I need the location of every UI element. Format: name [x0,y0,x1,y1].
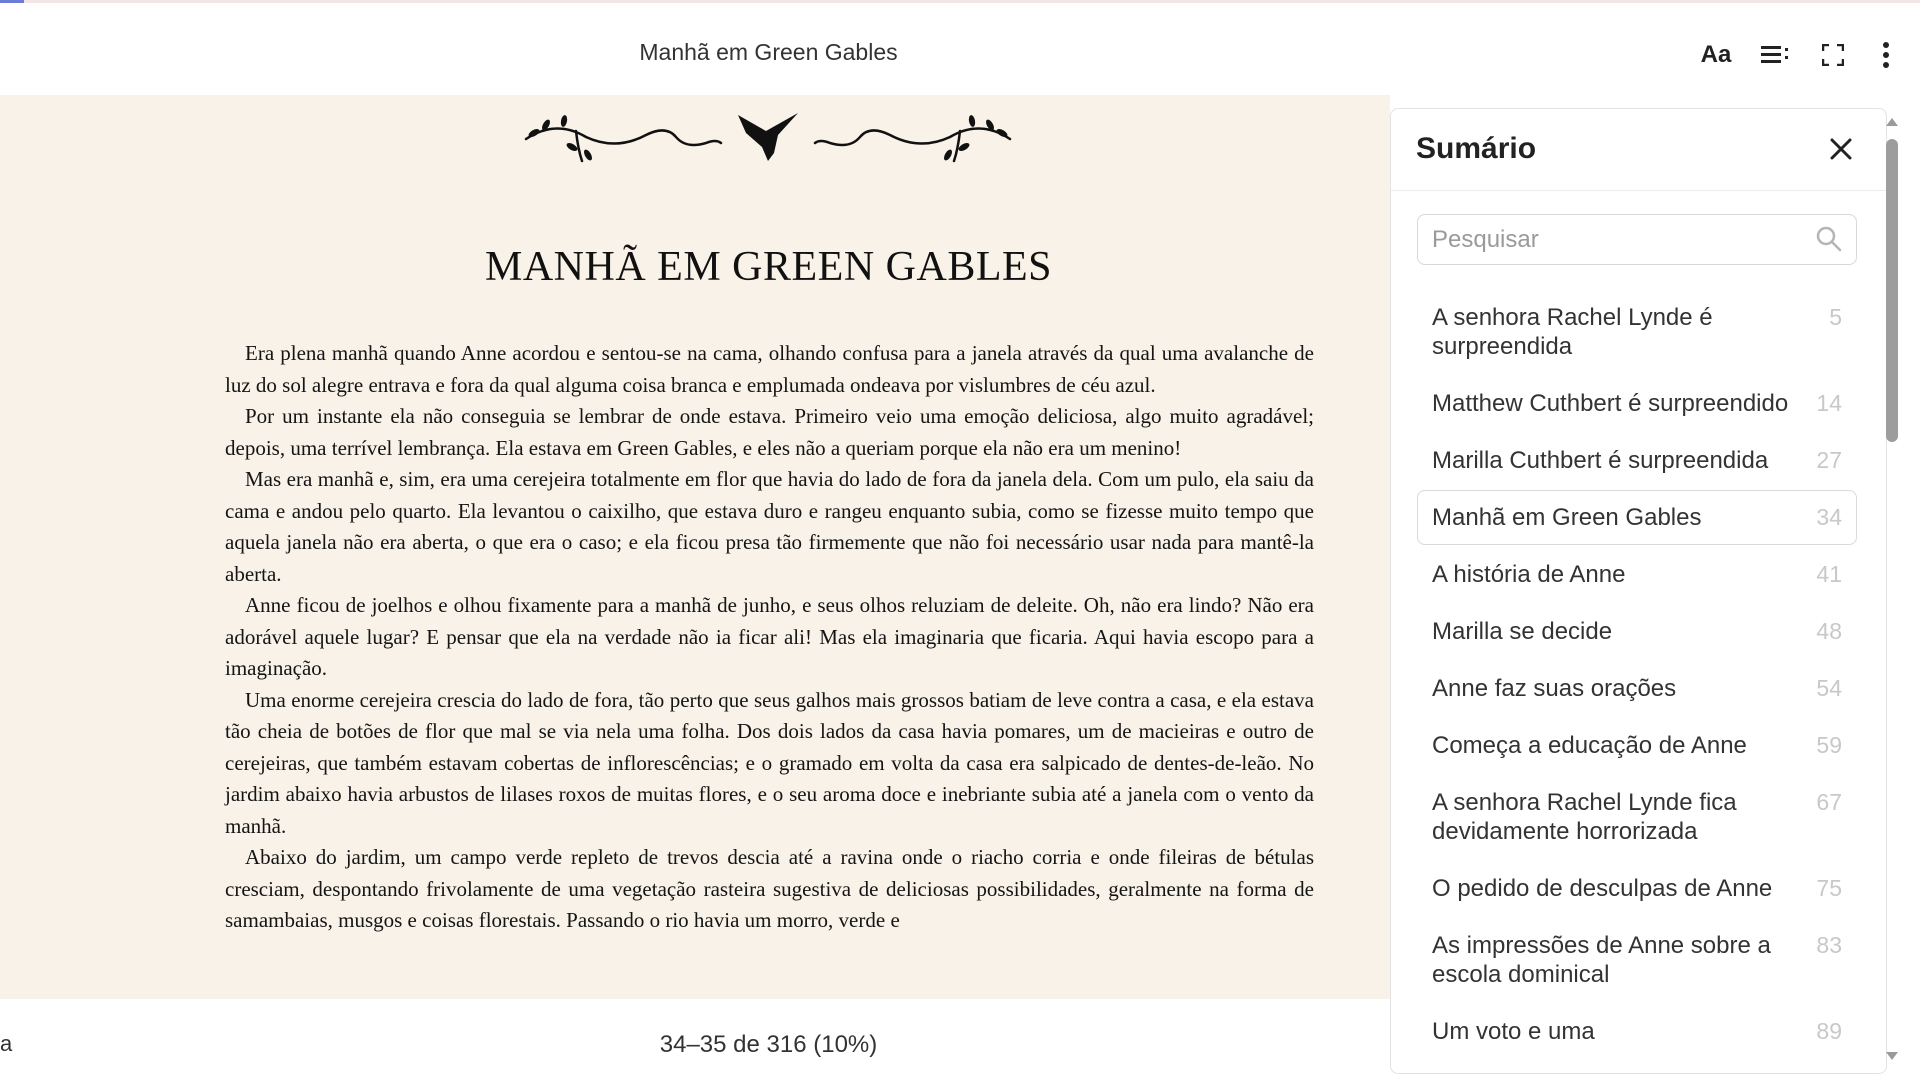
toc-scrollbar[interactable] [1882,114,1902,1066]
more-vertical-icon [1882,41,1890,69]
toc-search-input[interactable] [1430,215,1804,264]
search-icon[interactable] [1816,226,1842,252]
footer-left-text: a [0,1031,13,1056]
toc-item[interactable] [1417,376,1857,431]
paragraph: Uma enorme cerejeira crescia do lado de fora, tão perto que seus galhos mais grossos batiam de leve contra a casa, e ela estava tão cheia de botões de flor que mal se via nela uma folha. Dos dois lados da casa havia pomares, um de macieiras e outro de cerejeiras, que também estavam cobertas de inflorescências; e o gramado em volta da casa era salpicado de dentes-de-leão. No jardim abaixo havia arbustos de lilases roxos de muitas flores, e o seu aroma doce e inebriante subia até a janela com o vento da manhã. [225,687,1314,838]
toc-item[interactable] [1417,547,1857,602]
toc-item-page: 34 [1816,504,1842,530]
fullscreen-button[interactable] [1811,35,1855,75]
reader-toolbar [0,3,1920,95]
scroll-up-arrow-icon[interactable] [1886,118,1898,126]
toc-item-label: As impressões de Anne sobre a escola dominical [1432,932,1771,988]
toc-item[interactable] [1417,604,1857,659]
toc-list-icon [1761,44,1791,66]
toc-item[interactable] [1417,290,1857,374]
toc-list [1417,290,1857,1061]
font-settings-button[interactable] [1694,35,1738,75]
scrollbar-thumb[interactable] [1886,139,1898,442]
paragraph: Mas era manhã e, sim, era uma cerejeira totalmente em flor que havia do lado de fora da janela dela. Com um pulo, ela saiu da cama e andou pelo quarto. Ela levantou o caixilho, que estava duro e rangeu enquanto subia, como se fizesse muito tempo que aquela janela não era aberta, o que era o caso; e ela ficou presa tão firmemente que não foi necessário usar nada para mantê-la aberta. [225,467,1314,586]
chapter-title: MANHÃ EM GREEN GABLES [485,244,1052,290]
toc-item-label: O pedido de desculpas de Anne [1432,875,1773,902]
toc-item[interactable] [1417,433,1857,488]
toc-item-page: 41 [1816,561,1842,587]
book-title: Manhã em Green Gables [639,39,898,65]
toc-item-label: Um voto e uma [1432,1018,1595,1045]
toc-close-button[interactable] [1821,129,1861,169]
paragraph: Anne ficou de joelhos e olhou fixamente para a manhã de junho, e seus olhos reluziam de deleite. Oh, não era lindo? Não era adorável aquele lugar? E pensar que ela na verdade não ia ficar ali! Mas ela imaginaria que ficaria. Aqui havia escopo para a imaginação. [225,593,1314,680]
toc-panel [1390,108,1887,1074]
toc-item[interactable] [1417,490,1857,545]
toc-item-label: A senhora Rachel Lynde fica devidamente horrorizada [1432,789,1737,845]
toc-item-label: Começa a educação de Anne [1432,732,1747,759]
toc-item-page: 27 [1816,447,1842,473]
hummingbird-ornament [516,109,1020,175]
toc-item-label: Anne faz suas orações [1432,675,1677,702]
toc-item[interactable] [1417,861,1857,916]
toc-item-label: A história de Anne [1432,561,1626,588]
font-settings-icon: Aa [1700,41,1732,68]
toc-item-page: 14 [1816,390,1842,416]
toc-item-page: 54 [1816,675,1842,701]
reader-footer [0,999,1390,1080]
toc-item-label: A senhora Rachel Lynde é surpreendida [1432,304,1713,360]
toc-item-page: 59 [1816,732,1842,758]
toc-title: Sumário [1416,132,1537,165]
toc-item-page: 83 [1816,932,1842,958]
toc-item-page: 75 [1816,875,1842,901]
toc-item[interactable] [1417,1004,1857,1059]
toc-item-label: Manhã em Green Gables [1432,504,1702,531]
toc-item[interactable] [1417,661,1857,716]
paragraph: Por um instante ela não conseguia se lembrar de onde estava. Primeiro veio uma emoção deliciosa, algo muito agradável; depois, uma terrível lembrança. Ela estava em Green Gables, e eles não a queriam porque ela não era um menino! [225,404,1314,460]
chapter-text [225,338,1314,937]
toc-item-page: 48 [1816,618,1842,644]
toc-toggle-button[interactable] [1754,35,1798,75]
toc-item[interactable] [1417,718,1857,773]
toc-item-page: 67 [1816,789,1842,815]
toc-item-label: Matthew Cuthbert é surpreendido [1432,390,1789,417]
fullscreen-icon [1822,44,1844,66]
paragraph: Era plena manhã quando Anne acordou e sentou-se na cama, olhando confusa para a janela através da qual uma avalanche de luz do sol alegre entrava e fora da qual alguma coisa branca e emplumada ondeava por vislumbres de céu azul. [225,341,1314,397]
toc-item-label: Marilla Cuthbert é surpreendida [1432,447,1769,474]
close-icon [1830,138,1852,160]
toc-item-label: Marilla se decide [1432,618,1613,645]
toc-search-box [1417,214,1857,265]
toc-item-page: 89 [1816,1018,1842,1044]
scroll-down-arrow-icon[interactable] [1886,1052,1898,1060]
toc-header [1391,109,1886,191]
paragraph: Abaixo do jardim, um campo verde repleto de trevos descia até a ravina onde o riacho corria e onde fileiras de bétulas cresciam, despontando frivolamente de uma vegetação rasteira sugestiva de deliciosas possibilidades, geralmente na forma de samambaias, musgos e coisas florestais. Passando o rio havia um morro, verde e [225,845,1314,932]
toc-item[interactable] [1417,775,1857,859]
toc-item[interactable] [1417,918,1857,1002]
more-options-button[interactable] [1864,35,1908,75]
toc-item-page: 5 [1829,304,1842,330]
reading-page[interactable] [0,95,1390,999]
page-progress: 34–35 de 316 (10%) [659,1031,878,1058]
